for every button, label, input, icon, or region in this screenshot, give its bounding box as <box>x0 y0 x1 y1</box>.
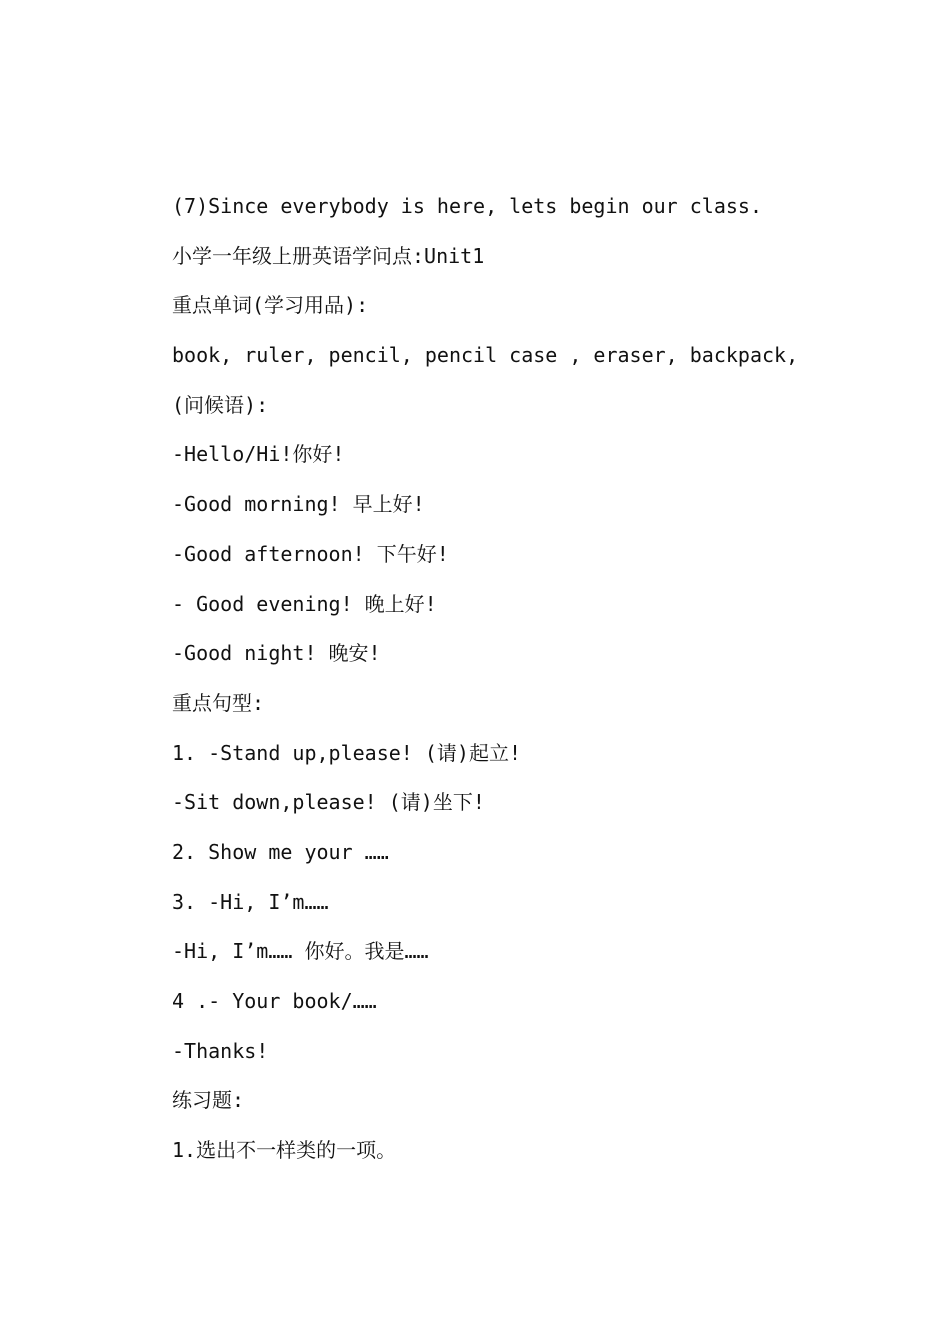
text-line: 3. -Hi, I’m…… <box>172 889 329 914</box>
text-line: (问候语): <box>172 392 269 417</box>
text-line: 1. -Stand up,please! (请)起立! <box>172 740 521 765</box>
text-line: 重点单词(学习用品): <box>172 293 369 318</box>
text-line: 1.选出不一样类的一项。 <box>172 1138 397 1163</box>
text-line: -Good morning! 早上好! <box>172 492 425 517</box>
text-line: 2. Show me your …… <box>172 839 389 864</box>
text-line: book, ruler, pencil, pencil case , eraser, backpack, <box>172 343 799 368</box>
text-line: (7)Since everybody is here, lets begin our class. <box>172 194 763 218</box>
text-line: 小学一年级上册英语学问点:Unit1 <box>172 243 485 268</box>
text-line: 4 .- Your book/…… <box>172 989 377 1013</box>
text-line: -Hello/Hi!你好! <box>172 442 345 467</box>
text-line: -Sit down,please! (请)坐下! <box>172 790 485 815</box>
text-line: -Thanks! <box>172 1038 269 1063</box>
text-line: 重点句型: <box>172 690 265 715</box>
text-line: - Good evening! 晚上好! <box>172 591 437 616</box>
document-body <box>172 190 872 1184</box>
text-line: -Good night! 晚安! <box>172 641 381 666</box>
text-line: 练习题: <box>172 1088 245 1113</box>
text-line: -Hi, I’m…… 你好。我是…… <box>172 939 429 964</box>
text-line: -Good afternoon! 下午好! <box>172 541 449 566</box>
